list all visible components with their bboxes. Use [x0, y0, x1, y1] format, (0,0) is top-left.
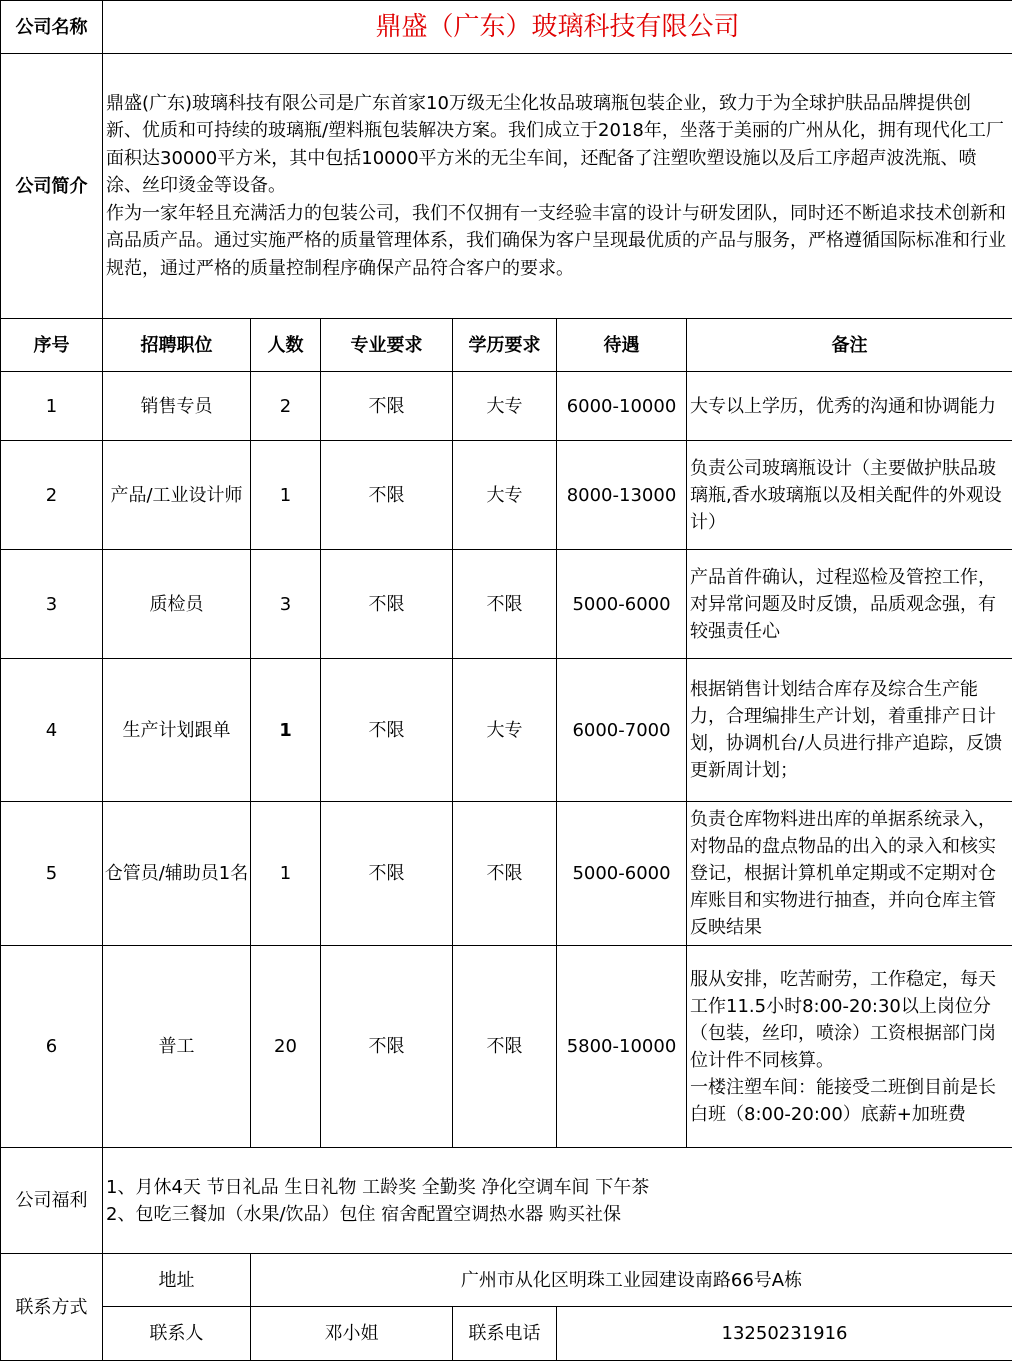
company-intro-paragraph-1: 鼎盛(广东)玻璃科技有限公司是广东首家10万级无尘化妆品玻璃瓶包装企业，致力于为全球护肤品品牌提供创新、优质和可持续的玻璃瓶/塑料瓶包装解决方案。我们成立于2018年，坐落于美丽的广州从化，拥有现代化工厂面积达30000平方米，其中包括10000平方米的无尘车间，还配备了注塑吹塑设施以及后工序超声波洗瓶、喷涂、丝印烫金等设备。: [106, 90, 1006, 200]
job-remarks: 大专以上学历，优秀的沟通和协调能力: [687, 372, 1012, 441]
benefits-line-1: 1、月休4天 节日礼品 生日礼物 工龄奖 全勤奖 净化空调车间 下午茶: [106, 1174, 1009, 1201]
benefits-content: [103, 1148, 1012, 1254]
contact-person-value: 邓小姐: [251, 1307, 453, 1361]
job-no: 4: [1, 659, 103, 802]
job-education: 不限: [453, 946, 557, 1148]
header-remarks: 备注: [687, 319, 1012, 372]
job-remarks: 根据销售计划结合库存及综合生产能力，合理编排生产计划，着重排产日计划，协调机台/人员进行排产追踪，反馈更新周计划；: [687, 659, 1012, 802]
job-no: 2: [1, 441, 103, 550]
job-remarks-line-2: 一楼注塑车间：能接受二班倒目前是长白班（8:00-20:00）底薪+加班费: [690, 1074, 1009, 1128]
job-position: 产品/工业设计师: [103, 441, 251, 550]
job-education: 大专: [453, 441, 557, 550]
company-intro: [103, 54, 1012, 319]
header-major: 专业要求: [321, 319, 453, 372]
table-row: [1, 441, 1012, 550]
job-count: 2: [251, 372, 321, 441]
benefits-line-2: 2、包吃三餐加（水果/饮品）包住 宿舍配置空调热水器 购买社保: [106, 1201, 1009, 1228]
job-major: 不限: [321, 441, 453, 550]
job-remarks: 负责仓库物料进出库的单据系统录入，对物品的盘点物品的出入的录入和核实登记，根据计算机单定期或不定期对仓库账目和实物进行抽查，并向仓库主管反映结果: [687, 802, 1012, 946]
job-education: 不限: [453, 802, 557, 946]
contact-person-row: [1, 1307, 1012, 1361]
job-count: 1: [251, 802, 321, 946]
job-no: 5: [1, 802, 103, 946]
contact-label: 联系方式: [1, 1254, 103, 1361]
header-no: 序号: [1, 319, 103, 372]
job-remarks: 负责公司玻璃瓶设计（主要做护肤品玻璃瓶,香水玻璃瓶以及相关配件的外观设计）: [687, 441, 1012, 550]
company-name-label: 公司名称: [1, 1, 103, 54]
company-intro-label: 公司简介: [1, 54, 103, 319]
job-position: 质检员: [103, 550, 251, 659]
phone-value: 13250231916: [557, 1307, 1012, 1361]
job-position: 生产计划跟单: [103, 659, 251, 802]
job-salary: 5000-6000: [557, 802, 687, 946]
job-major: 不限: [321, 372, 453, 441]
address-label: 地址: [103, 1254, 251, 1307]
table-row: [1, 802, 1012, 946]
table-row: [1, 659, 1012, 802]
contact-person-label: 联系人: [103, 1307, 251, 1361]
job-count: 3: [251, 550, 321, 659]
contact-address-row: [1, 1254, 1012, 1307]
job-position: 仓管员/辅助员1名: [103, 802, 251, 946]
job-major: 不限: [321, 550, 453, 659]
job-salary: 5800-10000: [557, 946, 687, 1148]
header-education: 学历要求: [453, 319, 557, 372]
header-salary: 待遇: [557, 319, 687, 372]
job-no: 3: [1, 550, 103, 659]
job-count: 20: [251, 946, 321, 1148]
job-count: 1: [251, 659, 321, 802]
job-remarks: [687, 946, 1012, 1148]
job-no: 1: [1, 372, 103, 441]
table-row: [1, 550, 1012, 659]
job-education: 不限: [453, 550, 557, 659]
table-row: [1, 372, 1012, 441]
job-salary: 8000-13000: [557, 441, 687, 550]
job-remarks-line-1: 服从安排，吃苦耐劳，工作稳定，每天工作11.5小时8:00-20:30以上岗位分（包装，丝印，喷涂）工资根据部门岗位计件不同核算。: [690, 966, 1009, 1074]
header-position: 招聘职位: [103, 319, 251, 372]
job-major: 不限: [321, 659, 453, 802]
job-no: 6: [1, 946, 103, 1148]
table-row: [1, 946, 1012, 1148]
job-salary: 6000-10000: [557, 372, 687, 441]
company-name: 鼎盛（广东）玻璃科技有限公司: [103, 1, 1012, 54]
job-count: 1: [251, 441, 321, 550]
address-value: 广州市从化区明珠工业园建设南路66号A栋: [251, 1254, 1012, 1307]
job-education: 大专: [453, 372, 557, 441]
phone-label: 联系电话: [453, 1307, 557, 1361]
job-salary: 5000-6000: [557, 550, 687, 659]
header-count: 人数: [251, 319, 321, 372]
company-name-row: [1, 1, 1012, 54]
benefits-row: [1, 1148, 1012, 1254]
job-position: 普工: [103, 946, 251, 1148]
benefits-label: 公司福利: [1, 1148, 103, 1254]
job-remarks: 产品首件确认，过程巡检及管控工作，对异常问题及时反馈，品质观念强，有较强责任心: [687, 550, 1012, 659]
job-major: 不限: [321, 802, 453, 946]
job-salary: 6000-7000: [557, 659, 687, 802]
company-intro-paragraph-2: 作为一家年轻且充满活力的包装公司，我们不仅拥有一支经验丰富的设计与研发团队，同时还不断追求技术创新和高品质产品。通过实施严格的质量管理体系，我们确保为客户呈现最优质的产品与服务，严格遵循国际标准和行业规范，通过严格的质量控制程序确保产品符合客户的要求。: [106, 200, 1006, 283]
job-position: 销售专员: [103, 372, 251, 441]
job-major: 不限: [321, 946, 453, 1148]
job-education: 大专: [453, 659, 557, 802]
company-intro-row: [1, 54, 1012, 319]
header-row: [1, 319, 1012, 372]
